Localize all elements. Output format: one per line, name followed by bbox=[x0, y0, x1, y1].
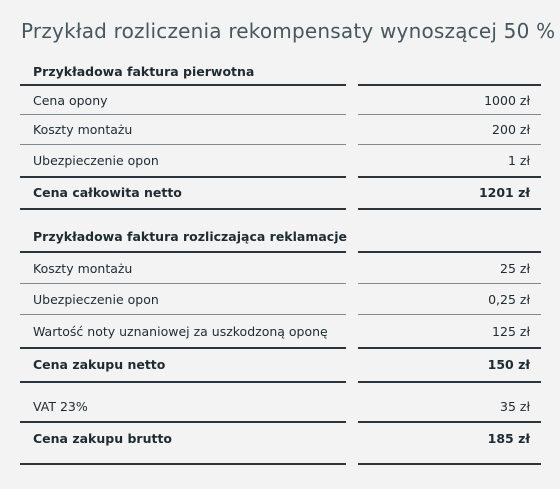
divider bbox=[20, 347, 346, 349]
divider bbox=[358, 208, 541, 210]
row-value: 1 zł bbox=[507, 153, 530, 168]
net-total-value: 150 zł bbox=[487, 357, 530, 372]
divider bbox=[358, 463, 541, 465]
gross-total-label: Cena zakupu brutto bbox=[33, 431, 173, 446]
divider bbox=[20, 208, 346, 210]
divider bbox=[20, 463, 346, 465]
divider bbox=[20, 421, 346, 423]
divider bbox=[358, 283, 541, 284]
section-heading-original-invoice: Przykładowa faktura pierwotna bbox=[33, 64, 255, 79]
divider bbox=[20, 114, 346, 115]
divider bbox=[358, 176, 541, 178]
divider bbox=[358, 421, 541, 423]
total-label: Cena całkowita netto bbox=[33, 185, 182, 200]
divider bbox=[20, 381, 346, 383]
divider bbox=[358, 114, 541, 115]
row-label: Koszty montażu bbox=[33, 261, 133, 276]
divider bbox=[20, 251, 346, 253]
divider bbox=[358, 144, 541, 145]
divider bbox=[20, 84, 346, 86]
row-value: 25 zł bbox=[500, 261, 530, 276]
net-total-label: Cena zakupu netto bbox=[33, 357, 166, 372]
row-label: Ubezpieczenie opon bbox=[33, 153, 159, 168]
divider bbox=[20, 176, 346, 178]
row-value: 0,25 zł bbox=[488, 292, 530, 307]
divider bbox=[358, 381, 541, 383]
row-value: 200 zł bbox=[492, 122, 530, 137]
row-label: Cena opony bbox=[33, 93, 108, 108]
divider bbox=[358, 251, 541, 253]
page-title: Przykład rozliczenia rekompensaty wynoszącej 50 % bbox=[21, 19, 556, 43]
gross-total-value: 185 zł bbox=[487, 431, 530, 446]
divider bbox=[20, 314, 346, 315]
vat-value: 35 zł bbox=[500, 399, 530, 414]
row-label: Wartość noty uznaniowej za uszkodzoną oponę bbox=[33, 324, 328, 339]
divider bbox=[20, 144, 346, 145]
divider bbox=[358, 84, 541, 86]
row-value: 125 zł bbox=[492, 324, 530, 339]
total-value: 1201 zł bbox=[478, 185, 530, 200]
divider bbox=[20, 283, 346, 284]
divider bbox=[358, 314, 541, 315]
row-value: 1000 zł bbox=[484, 93, 530, 108]
row-label: Koszty montażu bbox=[33, 122, 133, 137]
row-label: Ubezpieczenie opon bbox=[33, 292, 159, 307]
divider bbox=[358, 347, 541, 349]
section-heading-claim-invoice: Przykładowa faktura rozliczająca reklamacje bbox=[33, 229, 347, 244]
vat-label: VAT 23% bbox=[33, 399, 88, 414]
